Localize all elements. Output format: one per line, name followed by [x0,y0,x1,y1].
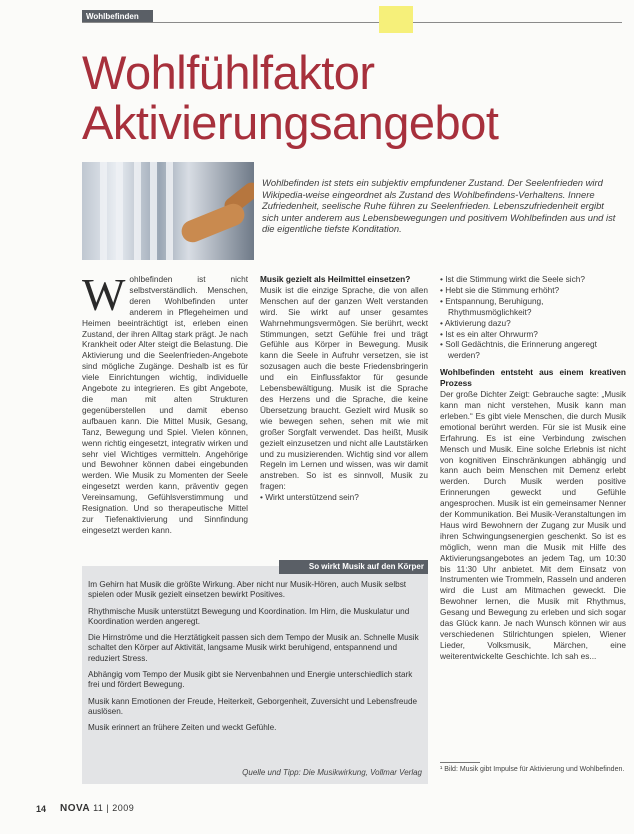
column-2 [260,274,428,503]
top-divider [82,22,622,23]
issue-number: 11 | 2009 [93,803,135,813]
title-line-1: Wohlfühlfaktor [82,46,375,99]
lead-paragraph: Wohlbefinden ist stets ein subjektiv empfundener Zustand. Der Seelenfrieden wird Wikipedia-weise eingeordnet als Zustand des Wohlbefindens-Verhaltens. Innere Zufriedenheit, seelische Ruhe führen zu Seelenfrieden. Lebenszufriedenheit ergibt sich unter anderem aus Lebensbewegungen und positivem Wohlbefinden aus und ist die eigentliche tiefste Konditation. [262,177,616,235]
info-box-item: Musik erinnert an frühere Zeiten und weckt Gefühle. [88,723,277,733]
column-2-text: Musik ist die einzige Sprache, die von allen Menschen auf der ganzen Welt verstanden wird. Sie wirkt auf unser gesamtes Wahrnehmungsvermögen. Sie berührt, weckt Stimmungen, setzt Gefühle frei und trägt Gefühle aus Körper in Bewegung. Musik kann die Seele in Aufruhr versetzen, sie ist sozusagen auch die beste Friedensbringerin und ein Einflussfaktor für gesunde Lebensbewältigung. Musik ist die Sprache des Herzens und die Sprache, die keine Übersetzung braucht. Gezielt wird Musik so wie bewegen sehen, sehen mit wie mit großer Sorgfalt verwendet. Das heißt, Musik gezielt einzusetzen und nicht alle Lautstärken und zu musizierenden. Wichtig sind vor allem Regeln im Lernen und wissen, was wir damit anstreben. So ist es sinnvoll, Musik zu fragen: [260,284,428,492]
info-box-item: Musik kann Emotionen der Freude, Heiterkeit, Geborgenheit, Zuversicht und Lebensfreude auslösen. [88,696,418,716]
list-item: • Entspannung, Beruhigung, Rhythmusmöglichkeit? [440,296,626,318]
info-box-header: So wirkt Musik auf den Körper [279,560,428,574]
info-box-credit: Quelle und Tipp: Die Musikwirkung, Vollmar Verlag [242,768,422,777]
column-3 [440,274,626,662]
info-box-item: Abhängig vom Tempo der Musik gibt sie Nervenbahnen und Energie unterschiedlich stark frei und fördert Bewegung. [88,670,413,690]
highlight-square [379,6,413,33]
column-1-text: ohlbefinden ist nicht selbstverständlich. Menschen, deren Wohlbefinden unter anderem in Pflegeheimen und Heimen beeinträchtigt ist, erleben einen Zustand, der ihren Alltag stark prägt. Je nach Krankheit oder Alter steigt die Belastung. Die Aktivierung und die Seelenfrieden-Angebote sind mögliche Zugänge. Deshalb ist es für viele Einrichtungen wichtig, individuelle Angebote zu integrieren. Es gibt Angebote, die man mit alten Strukturen gegenüberstellen und damit ebenso aufbauen kann. Die Mittel Musik, Gesang, Tanz, Bewegung und Spiel. Vielen können, wenn richtig eingesetzt, integrativ wirken und sehr viel Wichtiges vermitteln. Angehörige und Bewohner können dabei eingebunden werden. Wie Musik zu Momenten der Seele eingesetzt werden kann, präventiv gegen Vereinsamung, Gefühlsverstimmung und Resignation. Und so therapeutische Mittel zur Tiefenaktivierung und Sinnfindung eingesetzt werden kann. [82,274,248,535]
info-box-item: Rhythmische Musik unterstützt Bewegung und Koordination. Im Hirn, die Muskulatur und Koordination werden angeregt. [88,606,410,626]
magazine-title: NOVA [60,803,90,814]
page-number: 14 [36,804,47,814]
column-2-bullets [260,492,428,503]
column-3-subhead: Wohlbefinden entsteht aus einem kreativen Prozess [440,367,626,389]
column-1 [82,269,248,536]
info-box-item: Im Gehirn hat Musik die größte Wirkung. Aber nicht nur Musik-Hören, auch Musik selbst spielen oder Musik gezielt einsetzen bewirkt Positives. [88,580,407,600]
info-box-body [88,580,422,740]
drop-cap: W [82,269,126,320]
footnote-divider [440,762,480,763]
list-item: • Soll Gedächtnis, die Erinnerung angeregt werden? [440,339,626,361]
column-2-subhead: Musik gezielt als Heilmittel einsetzen? [260,274,411,284]
magazine-name [60,803,134,814]
list-item: • Aktivierung dazu? [440,318,626,329]
hand-shape [178,200,247,245]
list-item: • Ist die Stimmung wirkt die Seele sich? [440,274,626,285]
list-item: • Hebt sie die Stimmung erhöht? [440,285,626,296]
footnote: ¹ Bild: Musik gibt Impulse für Aktivierung und Wohlbefinden. [440,766,625,773]
section-label: Wohlbefinden [82,10,153,23]
info-box-item: Die Hirnströme und die Herztätigkeit passen sich dem Tempo der Musik an. Schnelle Musik schaltet den Körper auf Aktivität, langsame Musik wirkt beruhigend, entspannend und reduziert Stress. [88,633,419,663]
list-item: • Wirkt unterstützend sein? [260,492,428,503]
hero-photo [82,162,254,260]
title-line-2: Aktivierungsangebot [82,96,499,149]
page-title [82,48,622,148]
list-item: • Ist es ein alter Ohrwurm? [440,329,626,340]
column-3-text: Der große Dichter Zeigt: Gebrauche sagte: „Musik kann man nicht verstehen, Musik kann man erleben.“ Es gibt viele Menschen, die durch Musik emotional berührt werden. Für sie ist Musik eine Erfahrung. Es ist eine Verbindung zwischen Mensch und Musik. Eine solche Erlebnis ist nicht von kognitiven Einschränkungen abhängig und kann auch beim Menschen mit Demenz erlebt werden. Durch Musik werden positive Erinnerungen geweckt und Gefühle angesprochen. Musik ist ein gemeinsamer Nenner der Kommunikation. Bei Musik-Veranstaltungen im Haus wird Bewohnern der Zugang zur Musik und ihren Schwingungsenergien geschenkt. So ist es möglich, wenn man die Musik mit Hilfe des Aktivierungsangebotes an jedem Tag, um 10:30 bis 11:30 Uhr anbietet. Mit dem Einsatz von Instrumenten wie Trommeln, Rasseln und anderen wird die Lust am Mitmachen geweckt. Die Bewohner lernen, die Musik mit Rhythmus, Gesang und Bewegung zu erleben und sich sogar das Glück kann. Je nach Wunsch können wir aus verschiedenen Stilrichtungen spielen, Wiener Lieder, Volksmusik, Märchen, eine weiterentwickelte Geschichte. Ich sah es... [440,389,626,661]
column-3-bullets [440,274,626,361]
